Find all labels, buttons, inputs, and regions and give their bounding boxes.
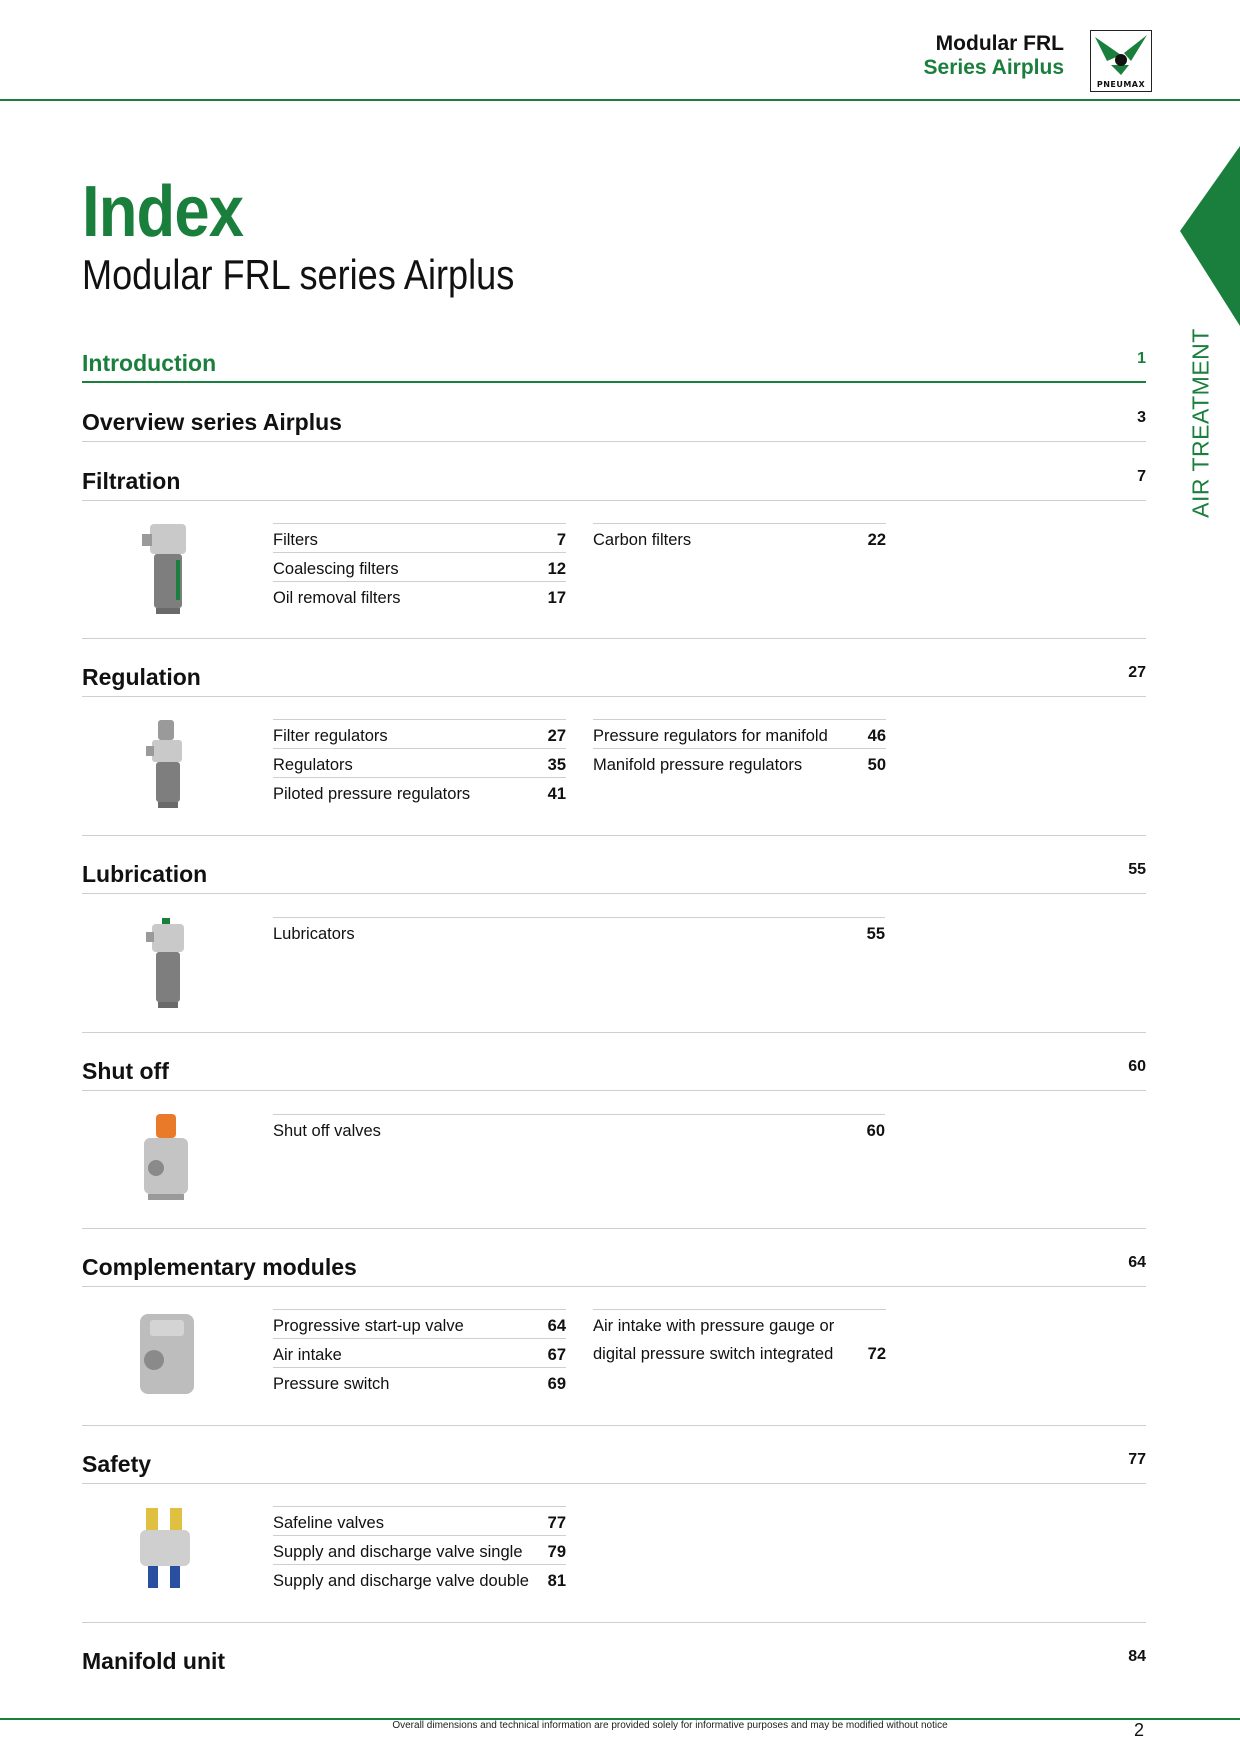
section-page: 55 [1128,861,1146,878]
filtration-list-right [593,523,886,552]
footer-note: Overall dimensions and technical information are provided solely for informative purposes and may be modified without notice [392,1720,948,1731]
section-title[interactable]: Overview series Airplus [82,409,342,435]
section-title[interactable]: Filtration [82,468,181,494]
list-item[interactable]: Coalescing filters 12 [273,552,566,581]
section-rule [82,441,1146,442]
section-safety[interactable] [82,1441,1146,1481]
logo-mark-icon [1091,31,1150,79]
shutoff-valve-product-image [126,1110,206,1210]
list-item[interactable]: digital pressure switch integrated 72 [593,1345,886,1363]
header-rule [0,99,1240,101]
list-item[interactable]: Supply and discharge valve single 79 [273,1535,566,1564]
section-page: 60 [1128,1058,1146,1075]
lubricator-product-image [126,914,206,1014]
section-rule [82,1622,1146,1623]
section-manifold[interactable] [82,1638,1146,1678]
header-title [924,32,1064,80]
page-title: Index [82,172,244,252]
section-page: 64 [1128,1254,1146,1271]
list-item[interactable]: Manifold pressure regulators 50 [593,748,886,777]
section-title[interactable]: Regulation [82,664,201,690]
section-rule [82,1286,1146,1287]
list-item[interactable]: Regulators 35 [273,748,566,777]
list-item[interactable]: Oil removal filters 17 [273,581,566,610]
filter-product-image [126,520,206,620]
section-title[interactable]: Shut off [82,1058,169,1084]
list-item[interactable]: Filters 7 [273,523,566,552]
section-overview[interactable] [82,399,1146,439]
section-rule [82,1090,1146,1091]
header-line1: Modular FRL [935,32,1064,55]
list-item[interactable]: Piloted pressure regulators 41 [273,777,566,806]
section-rule [82,893,1146,894]
section-title[interactable]: Lubrication [82,861,208,887]
section-page: 84 [1128,1648,1146,1665]
section-rule [82,696,1146,697]
safety-valve-product-image [126,1502,206,1602]
section-title[interactable]: Complementary modules [82,1254,357,1280]
section-page: 1 [1137,350,1146,367]
list-item[interactable]: Supply and discharge valve double 81 [273,1564,566,1593]
section-rule [82,638,1146,639]
regulation-list-left [273,719,566,806]
section-page: 7 [1137,468,1146,485]
list-item[interactable]: Air intake with pressure gauge or [593,1309,886,1338]
section-rule [82,500,1146,501]
pneumax-logo [1090,30,1152,92]
section-lubrication[interactable] [82,851,1146,891]
section-rule [82,1032,1146,1033]
regulator-product-image [126,716,206,816]
side-triangle-marker [1180,146,1240,326]
section-rule [82,835,1146,836]
list-item[interactable]: Lubricators 55 [273,917,885,946]
section-shutoff[interactable] [82,1048,1146,1088]
logo-text: PNEUMAX [1096,80,1146,89]
filtration-list-left [273,523,566,610]
section-title[interactable]: Manifold unit [82,1648,226,1674]
complementary-list-right [593,1309,886,1367]
section-filtration[interactable] [82,458,1146,498]
side-tab [1184,328,1218,518]
section-regulation[interactable] [82,654,1146,694]
list-item[interactable]: Safeline valves 77 [273,1506,566,1535]
side-tab-label: AIR TREATMENT [1187,328,1214,518]
section-rule [82,1483,1146,1484]
section-title[interactable]: Introduction [82,350,217,376]
section-rule [82,381,1146,383]
list-item[interactable]: Air intake 67 [273,1338,566,1367]
lubrication-list [273,917,885,946]
list-item[interactable]: Filter regulators 27 [273,719,566,748]
safety-list-left [273,1506,566,1593]
list-item[interactable]: Pressure regulators for manifold 46 [593,719,886,748]
section-complementary[interactable] [82,1244,1146,1284]
complementary-module-product-image [126,1306,206,1406]
list-item[interactable]: Shut off valves 60 [273,1114,885,1143]
header-line2: Series Airplus [923,56,1064,79]
section-title[interactable]: Safety [82,1451,152,1477]
section-page: 3 [1137,409,1146,426]
list-item[interactable]: Pressure switch 69 [273,1367,566,1396]
page-number: 2 [1133,1720,1144,1740]
page-subtitle: Modular FRL series Airplus [82,251,515,298]
section-rule [82,1228,1146,1229]
section-rule [82,1425,1146,1426]
list-item[interactable]: Progressive start-up valve 64 [273,1309,566,1338]
shutoff-list [273,1114,885,1143]
section-introduction[interactable] [82,340,1146,380]
regulation-list-right [593,719,886,777]
section-page: 77 [1128,1451,1146,1468]
section-page: 27 [1128,664,1146,681]
list-item[interactable]: Carbon filters 22 [593,523,886,552]
complementary-list-left [273,1309,566,1396]
